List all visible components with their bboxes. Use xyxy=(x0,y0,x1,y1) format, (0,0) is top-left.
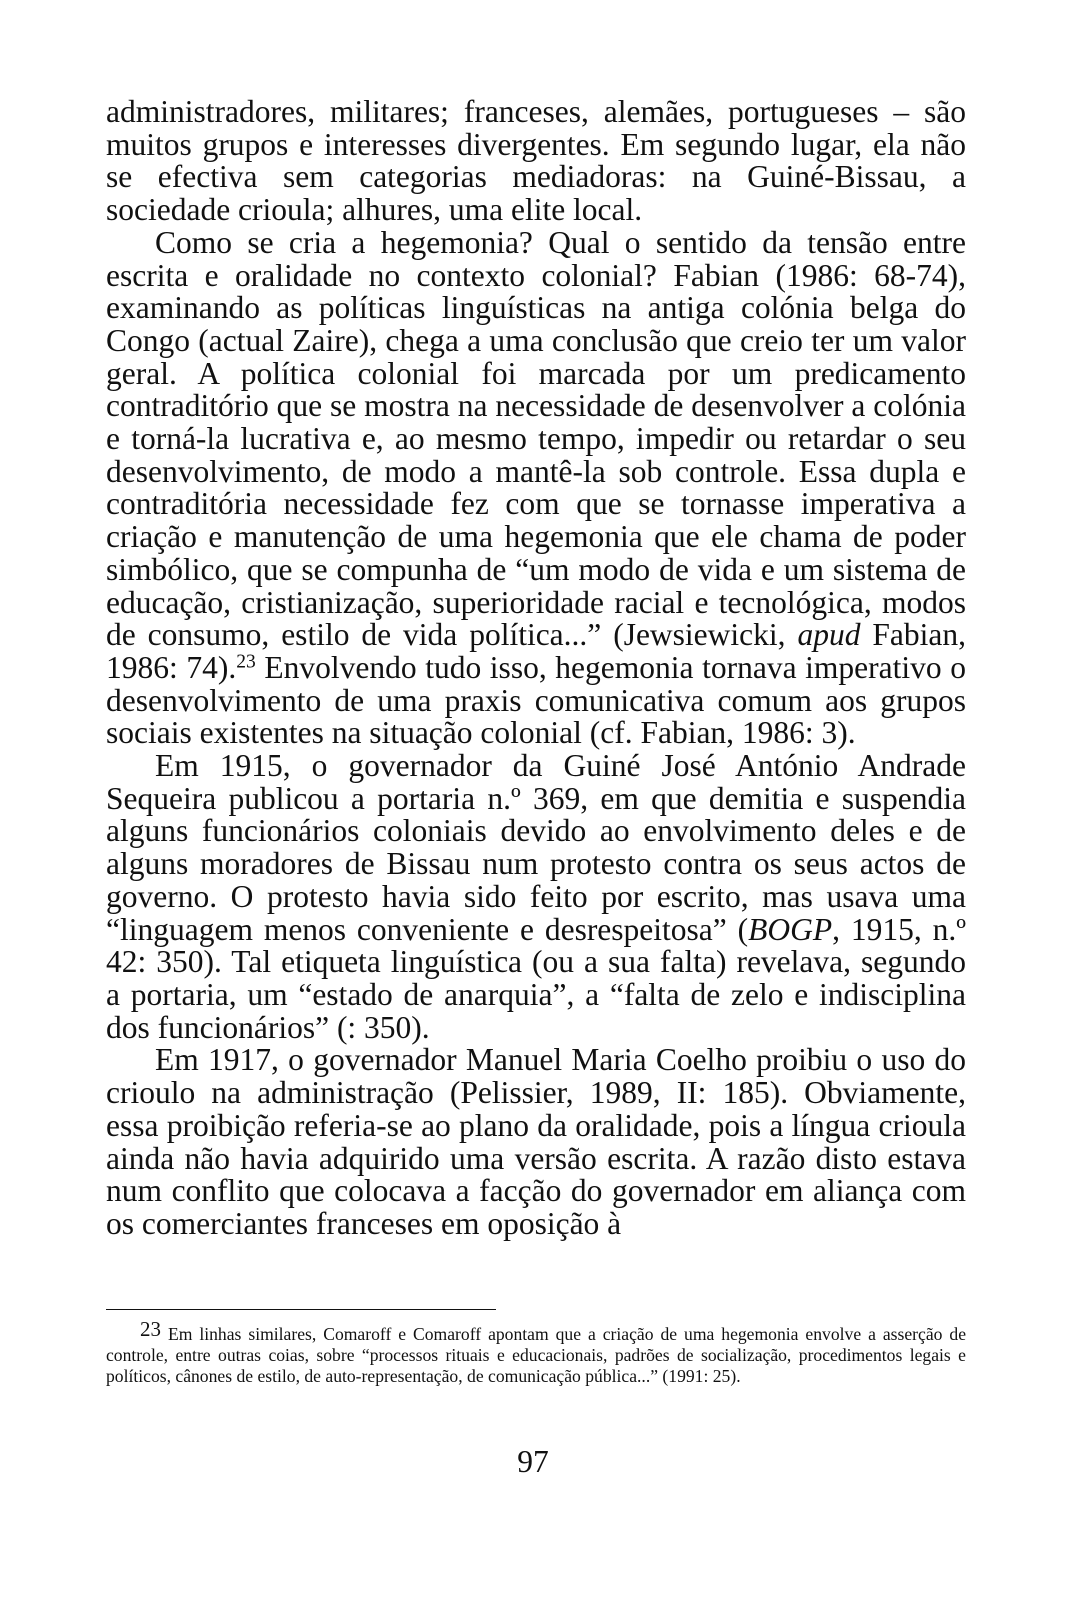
page-number: 97 xyxy=(517,1444,549,1479)
footnote-marker: 23 xyxy=(140,1317,161,1341)
paragraph-3 xyxy=(106,750,966,1044)
paragraph-2-text-b: Fabian, 1986: 74). xyxy=(106,617,967,685)
footnote-text: Em linhas similares, Comaroff e Comaroff apontam que a criação de uma hegemonia envolve a asserção de controle, entre outras coias, sobre “processos rituais e educacionais, padrões de socialização, procedimentos legais e políticos, cânones de estilo, de auto-representação, de comunicação pública...” (1991: 25). xyxy=(106,1324,966,1386)
paragraph-2-text-c: Envolvendo tudo isso, hegemonia tornava imperativo o desenvolvimento de uma praxis comunicativa comum aos grupos sociais existentes na situação colonial (cf. Fabian, 1986: 3). xyxy=(106,649,966,751)
paragraph-1: administradores, militares; franceses, alemães, portugueses – são muitos grupos e interesses divergentes. Em segundo lugar, ela não se efectiva sem categorias mediadoras: na Guiné-Bissau, a sociedade crioula; alhures, uma elite local. xyxy=(106,94,966,228)
footnote-paragraph xyxy=(106,1317,966,1387)
paragraph-2 xyxy=(106,224,967,751)
paragraph-2-text-a: Como se cria a hegemonia? Qual o sentido da tensão entre escrita e oralidade no contexto colonial? Fabian (1986: 68-74), examinando as políticas linguísticas na antiga colónia belga do Congo (actual Zaire), chega a uma conclusão que creio ter um valor geral. A política colonial foi marcada por um predicamento contraditório que se mostra na necessidade de desenvolver a colónia e torná-la lucrativa e, ao mesmo tempo, impedir ou retardar o seu desenvolvimento, de modo a mantê-la sob controle. Essa dupla e contraditória necessidade fez com que se tornasse imperativa a criação e manutenção de uma hegemonia que ele chama de poder simbólico, que se compunha de “um modo de vida e um sistema de educação, cristianização, superioridade racial e tecnológica, modos de consumo, estilo de vida política...” (Jewsiewicki, xyxy=(106,224,966,653)
paragraph-3-text-b: , 1915, n.º 42: 350). Tal etiqueta linguística (ou a sua falta) revelava, segundo a portaria, um “estado de anarquia”, a “falta de zelo e indisciplina dos funcionários” (: 350). xyxy=(106,911,966,1045)
footnote-23 xyxy=(106,1317,966,1387)
body-text xyxy=(106,96,966,1241)
footnote-reference-23[interactable]: 23 xyxy=(236,651,256,673)
paragraph-3-text-a: Em 1915, o governador da Guiné José António Andrade Sequeira publicou a portaria n.º 369, em que demitia e suspendia alguns funcionários coloniais devido ao envolvimento deles e de alguns moradores de Bissau num protesto contra os seus actos de governo. O protesto havia sido feito por escrito, mas usava uma “linguagem menos conveniente e desrespeitosa” ( xyxy=(106,748,966,947)
citation-apud: apud xyxy=(797,617,861,653)
footnote-divider xyxy=(106,1309,496,1310)
paragraph-4: Em 1917, o governador Manuel Maria Coelho proibiu o uso do crioulo na administração (Pelissier, 1989, II: 185). Obviamente, essa proibição referia-se ao plano da oralidade, pois a língua crioula ainda não havia adquirido uma versão escrita. A razão disto estava num conflito que colocava a facção do governador em aliança com os comerciantes franceses em oposição à xyxy=(106,1042,966,1241)
citation-bogp: BOGP xyxy=(748,911,833,947)
